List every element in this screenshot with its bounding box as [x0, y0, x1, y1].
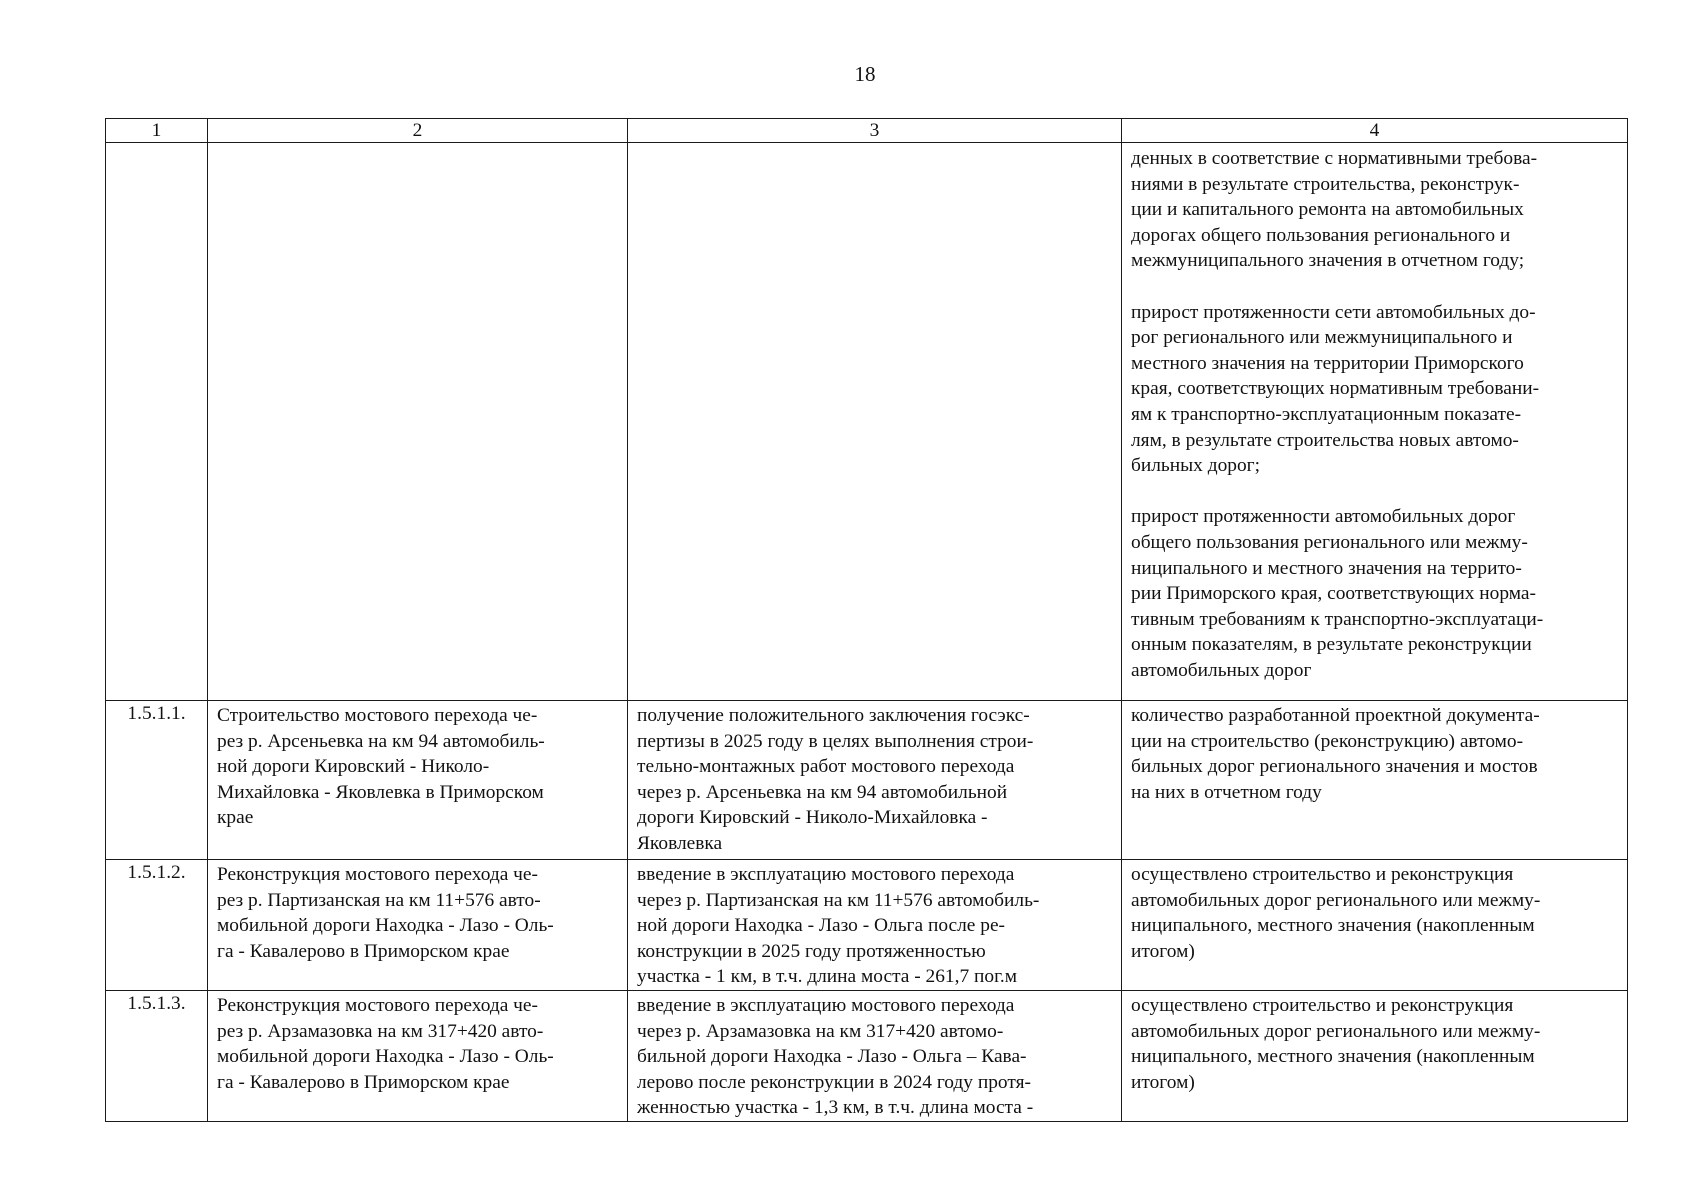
text-line: бильных дорог; [1131, 455, 1261, 477]
cell-name [208, 701, 628, 860]
cell-name [208, 990, 628, 1121]
text-line: пертизы в 2025 году в целях выполнения строи- [637, 730, 1034, 752]
table-row [106, 990, 1628, 1121]
text-line: участка - 1 км, в т.ч. длина моста - 261,7 пог.м [637, 966, 1017, 988]
text-line: ной дороги Находка - Лазо - Ольга после ре- [637, 915, 1006, 937]
text-line: дороги Кировский - Николо-Михайловка - [637, 807, 988, 829]
cell-indicator [1122, 701, 1628, 860]
header-row [106, 119, 1628, 143]
text-line: ции на строительство (реконструкцию) автомо- [1131, 730, 1524, 752]
text-line: получение положительного заключения госэкс- [637, 705, 1030, 726]
text-line: введение в эксплуатацию мостового перехода [637, 864, 1015, 885]
text-line: Яковлевка [637, 832, 723, 854]
cell-clip [637, 993, 1112, 1121]
text-line: осуществлено строительство и реконструкция [1131, 864, 1514, 885]
text-line: га - Кавалерово в Приморском крае [217, 1071, 510, 1093]
text-line: рез р. Партизанская на км 11+576 авто- [217, 889, 541, 911]
text-line: Реконструкция мостового перехода че- [217, 864, 538, 885]
cell-result [628, 860, 1122, 991]
text-line: денных в соответствие с нормативными требова- [1131, 148, 1538, 169]
text-line: мобильной дороги Находка - Лазо - Оль- [217, 1046, 554, 1068]
text-line: ции и капитального ремонта на автомобильных [1131, 199, 1524, 221]
text-line: онным показателям, в результате реконструкции [1131, 634, 1532, 656]
text-line: женностью участка - 1,3 км, в т.ч. длина моста - [637, 1097, 1034, 1119]
text-line: местного значения на территории Приморского [1131, 352, 1524, 374]
text-line: через р. Арсеньевка на км 94 автомобильной [637, 781, 1008, 803]
text-line: межмуниципального значения в отчетном году; [1131, 250, 1525, 272]
text-line: Реконструкция мостового перехода че- [217, 994, 538, 1016]
header-col-3: 3 [628, 119, 1122, 143]
cell-indicator [1122, 143, 1628, 701]
text-line: через р. Арзамазовка на км 317+420 автомо- [637, 1020, 1004, 1042]
text-line: рии Приморского края, соответствующих норма- [1131, 583, 1536, 605]
header-col-4: 4 [1122, 119, 1628, 143]
table-row [106, 860, 1628, 991]
text-line: га - Кавалерово в Приморском крае [217, 940, 510, 962]
text-line: крае [217, 807, 254, 829]
page-number: 18 [854, 62, 876, 86]
cell-result [628, 143, 1122, 701]
text-line: рез р. Арсеньевка на км 94 автомобиль- [217, 730, 545, 752]
text-line: осуществлено строительство и реконструкция [1131, 994, 1514, 1016]
text-line: ниями в результате строительства, реконструк- [1131, 173, 1520, 195]
text-line: бильных дорог регионального значения и мостов [1131, 756, 1538, 778]
cell-name [208, 860, 628, 991]
text-line: ниципального и местного значения на террито- [1131, 557, 1522, 579]
cell-result [628, 990, 1122, 1121]
paragraph-gap [1131, 479, 1618, 505]
cell-name [208, 143, 628, 701]
cell-num [106, 143, 208, 701]
text-line: рог регионального или межмуниципального и [1131, 327, 1513, 349]
document-table [105, 118, 1628, 1122]
text-line: на них в отчетном году [1131, 781, 1322, 803]
cell-result [628, 701, 1122, 860]
cell-num: 1.5.1.2. [106, 860, 208, 991]
text-line: ной дороги Кировский - Николо- [217, 756, 490, 778]
text-line: итогом) [1131, 1071, 1195, 1093]
text-line: ям к транспортно-эксплуатационным показате- [1131, 403, 1522, 425]
cell-num: 1.5.1.1. [106, 701, 208, 860]
text-line: общего пользования регионального или межму- [1131, 531, 1528, 553]
text-line: через р. Партизанская на км 11+576 автомобиль- [637, 889, 1040, 911]
text-line: итогом) [1131, 940, 1195, 962]
paragraph-gap [1131, 274, 1618, 300]
text-line: тельно-монтажных работ мостового перехода [637, 756, 1015, 778]
text-line: автомобильных дорог регионального или межму- [1131, 1020, 1541, 1042]
text-line: прирост протяженности автомобильных дорог [1131, 506, 1516, 528]
text-line: мобильной дороги Находка - Лазо - Оль- [217, 915, 554, 937]
text-line: ниципального, местного значения (накопленным [1131, 1046, 1535, 1068]
cell-num: 1.5.1.3. [106, 990, 208, 1121]
text-line: дорогах общего пользования регионального и [1131, 224, 1511, 246]
text-line: введение в эксплуатацию мостового перехода [637, 994, 1015, 1016]
table-row-continuation [106, 143, 1628, 701]
text-line: прирост протяженности сети автомобильных до- [1131, 301, 1536, 323]
cell-indicator [1122, 860, 1628, 991]
text-line: ниципального, местного значения (накопленным [1131, 915, 1535, 937]
text-line: рез р. Арзамазовка на км 317+420 авто- [217, 1020, 544, 1042]
text-line: количество разработанной проектной документа- [1131, 705, 1540, 726]
text-line: края, соответствующих нормативным требовани- [1131, 378, 1540, 400]
text-line: Строительство мостового перехода че- [217, 705, 538, 726]
text-line: конструкции в 2025 году протяженностью [637, 940, 986, 962]
cell-indicator [1122, 990, 1628, 1121]
text-line: тивным требованиям к транспортно-эксплуатаци- [1131, 608, 1544, 630]
text-line: автомобильных дорог регионального или межму- [1131, 889, 1541, 911]
text-line: бильной дороги Находка - Лазо - Ольга – Кава- [637, 1046, 1027, 1068]
text-line: лям, в результате строительства новых автомо- [1131, 429, 1519, 451]
text-line: лерово после реконструкции в 2024 году протя- [637, 1071, 1031, 1093]
header-col-2: 2 [208, 119, 628, 143]
text-line: автомобильных дорог [1131, 659, 1312, 681]
text-line: Михайловка - Яковлевка в Приморском [217, 781, 544, 803]
header-col-1: 1 [106, 119, 208, 143]
table-row [106, 701, 1628, 860]
